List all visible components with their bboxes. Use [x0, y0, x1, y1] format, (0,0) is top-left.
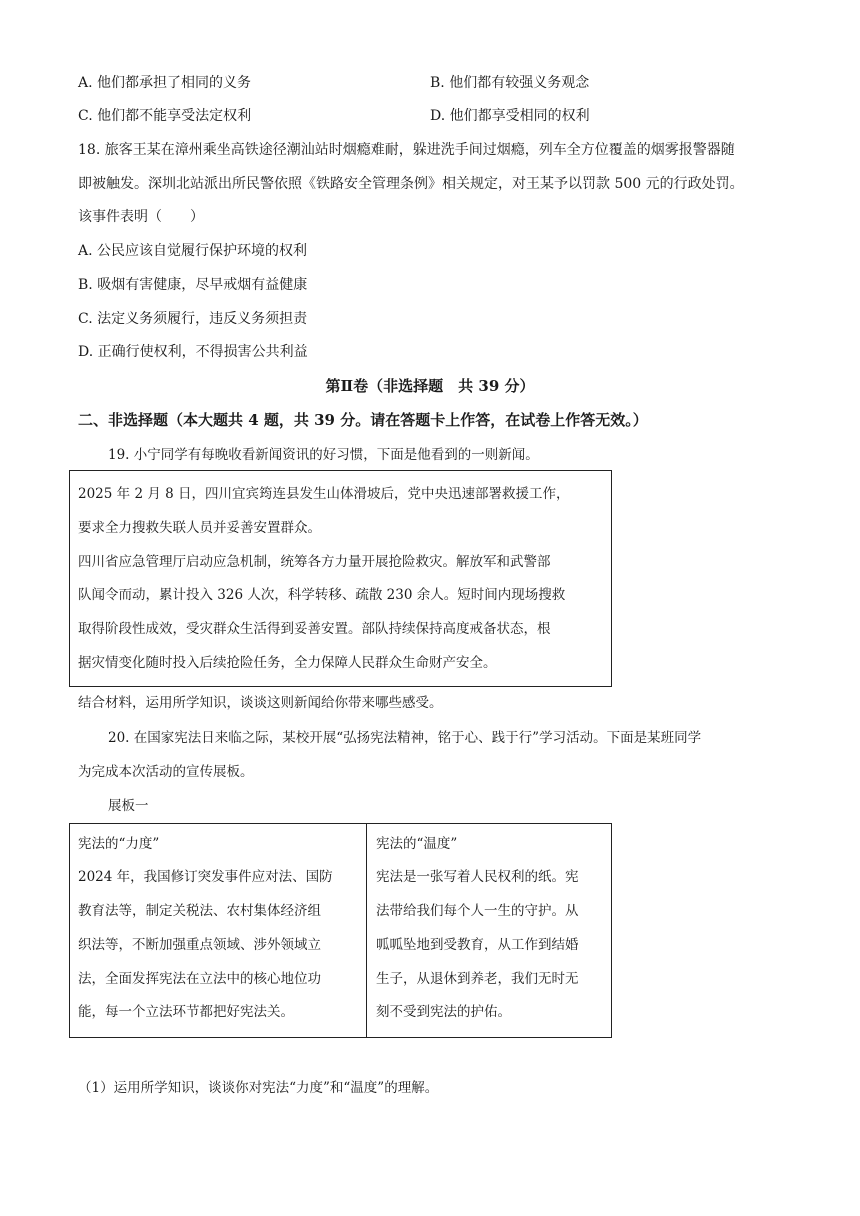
- q19-question: 结合材料，运用所学知识，谈谈这则新闻给你带来哪些感受。: [78, 695, 443, 711]
- q18-stem-line2: 即被触发。深圳北站派出所民警依照《铁路安全管理条例》相关规定，对王某予以罚款 500 元的行政处罚。: [78, 176, 744, 192]
- board-left-line: 2024 年，我国修订突发事件应对法、国防: [78, 869, 333, 885]
- part2-heading: 二、非选择题（本大题共 4 题，共 39 分。请在答题卡上作答，在试卷上作答无效。）: [78, 411, 648, 429]
- q19-news-line: 四川省应急管理厅启动应急机制，统筹各方力量开展抢险救灾。解放军和武警部: [78, 554, 551, 570]
- part2-title: 第Ⅱ卷（非选择题 共 39 分）: [325, 377, 535, 395]
- table-divider: [366, 824, 367, 1037]
- q19-news-box: [69, 470, 612, 687]
- q18-stem-line1: 18. 旅客王某在漳州乘坐高铁途径潮汕站时烟瘾难耐，躲进洗手间过烟瘾，列车全方位覆盖的烟雾报警器随: [78, 142, 735, 158]
- q19-news-line: 要求全力搜救失联人员并妥善安置群众。: [78, 520, 321, 536]
- board-right-line: 法带给我们每个人一生的守护。从: [376, 903, 579, 919]
- board-left-title: 宪法的“力度”: [78, 836, 160, 852]
- q20-intro-line1: 20. 在国家宪法日来临之际，某校开展“弘扬宪法精神，铭于心、践于行”学习活动。下面是某班同学: [108, 730, 702, 746]
- q20-board-table: [69, 823, 612, 1038]
- board-right-title: 宪法的“温度”: [376, 836, 458, 852]
- q17-option-a: A. 他们都承担了相同的义务: [78, 75, 252, 91]
- q18-option-b: B. 吸烟有害健康，尽早戒烟有益健康: [78, 277, 308, 293]
- board-left-line: 教育法等，制定关税法、农村集体经济组: [78, 903, 321, 919]
- board-right-line: 刻不受到宪法的护佑。: [376, 1004, 511, 1020]
- board-right-line: 呱呱坠地到受教育，从工作到结婚: [376, 937, 579, 953]
- q19-news-line: 据灾情变化随时投入后续抢险任务，全力保障人民群众生命财产安全。: [78, 655, 497, 671]
- q18-option-c: C. 法定义务须履行，违反义务须担责: [78, 311, 308, 327]
- board-right-line: 宪法是一张写着人民权利的纸。宪: [376, 869, 579, 885]
- q19-news-line: 取得阶段性成效，受灾群众生活得到妥善安置。部队持续保持高度戒备状态，根: [78, 621, 551, 637]
- q18-option-d: D. 正确行使权利，不得损害公共利益: [78, 344, 308, 360]
- q19-news-line: 2025 年 2 月 8 日，四川宜宾筠连县发生山体滑坡后，党中央迅速部署救援工作，: [78, 486, 570, 502]
- q20-board-label: 展板一: [108, 798, 149, 814]
- board-left-line: 法，全面发挥宪法在立法中的核心地位功: [78, 971, 321, 987]
- q17-option-b: B. 他们都有较强义务观念: [430, 75, 590, 91]
- q20-intro-line2: 为完成本次活动的宣传展板。: [78, 764, 254, 780]
- q18-option-a: A. 公民应该自觉履行保护环境的权利: [78, 243, 308, 259]
- board-left-line: 织法等，不断加强重点领域、涉外领域立: [78, 937, 321, 953]
- q19-intro: 19. 小宁同学有每晚收看新闻资讯的好习惯，下面是他看到的一则新闻。: [108, 447, 539, 463]
- q20-sub-question-1: （1）运用所学知识，谈谈你对宪法“力度”和“温度”的理解。: [78, 1080, 439, 1096]
- q17-option-d: D. 他们都享受相同的权利: [430, 108, 590, 124]
- q17-option-c: C. 他们都不能享受法定权利: [78, 108, 252, 124]
- board-left-line: 能，每一个立法环节都把好宪法关。: [78, 1004, 294, 1020]
- q18-stem-line3: 该事件表明（ ）: [78, 209, 204, 225]
- board-right-line: 生子，从退休到养老，我们无时无: [376, 971, 579, 987]
- q19-news-line: 队闻令而动，累计投入 326 人次，科学转移、疏散 230 余人。短时间内现场搜救: [78, 587, 566, 603]
